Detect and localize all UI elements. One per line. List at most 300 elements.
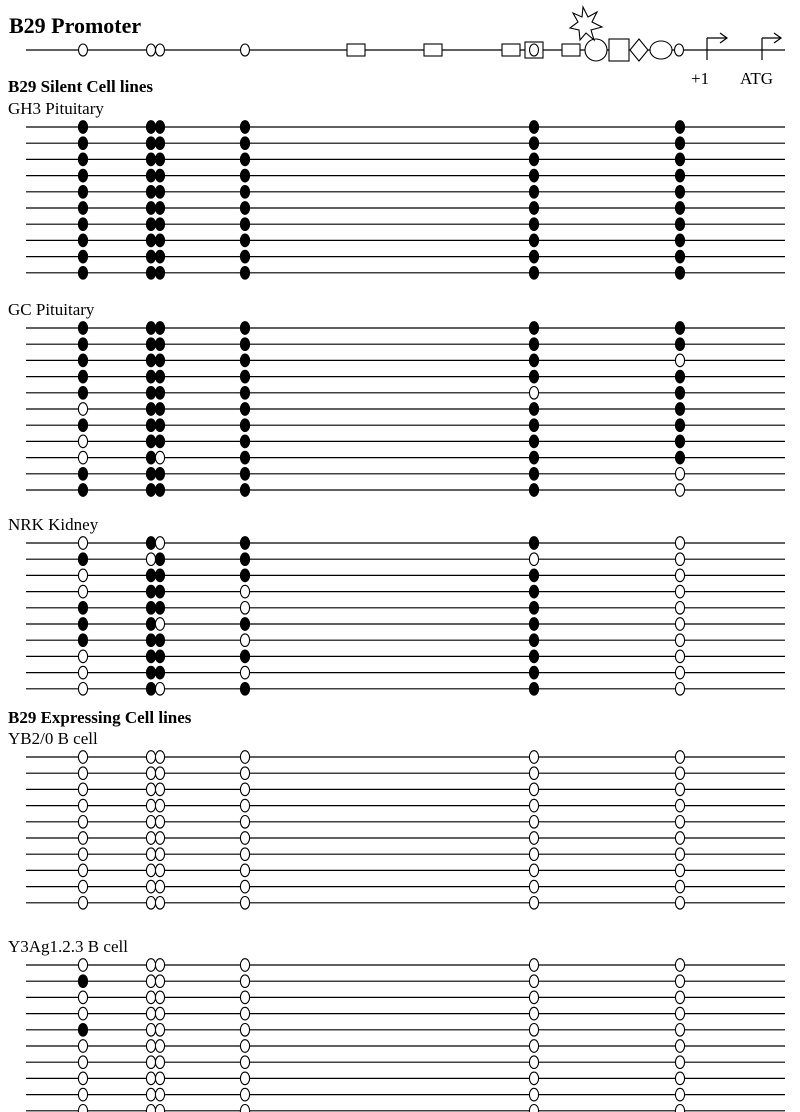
unmethylated-cpg [675, 975, 684, 988]
unmethylated-cpg [529, 864, 538, 877]
unmethylated-cpg [529, 1040, 538, 1053]
clone-row [26, 959, 785, 972]
regulatory-element-circle [585, 39, 607, 61]
unmethylated-cpg [529, 1007, 538, 1020]
unmethylated-cpg [155, 959, 164, 972]
clone-row [26, 370, 785, 383]
methylated-cpg [155, 419, 164, 432]
methylated-cpg [146, 403, 155, 416]
methylated-cpg [155, 484, 164, 497]
cell-line-block [8, 99, 785, 279]
unmethylated-cpg [155, 816, 164, 829]
unmethylated-cpg [78, 897, 87, 910]
unmethylated-cpg [675, 618, 684, 631]
unmethylated-cpg [675, 553, 684, 566]
unmethylated-cpg [146, 751, 155, 764]
unmethylated-cpg [78, 451, 87, 464]
methylated-cpg [240, 137, 249, 150]
clone-row [26, 186, 785, 199]
unmethylated-cpg [529, 848, 538, 861]
methylated-cpg [78, 602, 87, 615]
methylated-cpg [146, 121, 155, 134]
cell-line-label: GC Pituitary [8, 300, 95, 319]
clone-row [26, 484, 785, 497]
methylated-cpg [240, 553, 249, 566]
unmethylated-cpg [675, 468, 684, 481]
methylated-cpg [78, 250, 87, 263]
methylated-cpg [78, 153, 87, 166]
unmethylated-cpg [78, 751, 87, 764]
methylated-cpg [240, 267, 249, 280]
clone-row [26, 683, 785, 696]
methylated-cpg [155, 354, 164, 367]
unmethylated-cpg [146, 1040, 155, 1053]
unmethylated-cpg [675, 1072, 684, 1085]
clone-row [26, 1072, 785, 1085]
methylated-cpg [78, 1024, 87, 1037]
methylated-cpg [529, 451, 538, 464]
unmethylated-cpg [155, 848, 164, 861]
unmethylated-cpg [155, 1040, 164, 1053]
starburst-icon [570, 7, 602, 40]
methylated-cpg [146, 322, 155, 335]
unmethylated-cpg [675, 816, 684, 829]
unmethylated-cpg [240, 634, 249, 647]
unmethylated-cpg [146, 783, 155, 796]
methylated-cpg [146, 218, 155, 231]
clone-row [26, 991, 785, 1004]
methylated-cpg [78, 234, 87, 247]
methylated-cpg [240, 121, 249, 134]
clone-row [26, 975, 785, 988]
unmethylated-cpg [78, 403, 87, 416]
methylated-cpg [78, 634, 87, 647]
unmethylated-cpg [529, 553, 538, 566]
unmethylated-cpg [78, 864, 87, 877]
clone-row [26, 897, 785, 910]
methylated-cpg [155, 468, 164, 481]
regulatory-element-box [347, 44, 365, 56]
methylated-cpg [155, 370, 164, 383]
unmethylated-cpg [155, 1072, 164, 1085]
clone-row [26, 816, 785, 829]
methylated-cpg [155, 553, 164, 566]
methylated-cpg [240, 354, 249, 367]
unmethylated-cpg [155, 783, 164, 796]
clone-row [26, 1024, 785, 1037]
unmethylated-cpg [675, 767, 684, 780]
section-label: B29 Silent Cell lines [8, 77, 153, 96]
methylated-cpg [529, 666, 538, 679]
methylated-cpg [155, 666, 164, 679]
methylated-cpg [240, 403, 249, 416]
clone-row [26, 880, 785, 893]
section [8, 77, 785, 695]
unmethylated-cpg [155, 1024, 164, 1037]
methylated-cpg [529, 250, 538, 263]
methylated-cpg [529, 634, 538, 647]
unmethylated-cpg [78, 991, 87, 1004]
methylated-cpg [155, 218, 164, 231]
methylated-cpg [240, 468, 249, 481]
tss-arrow-icon [707, 33, 727, 60]
methylated-cpg [146, 338, 155, 351]
tss-label: +1 [691, 69, 710, 88]
unmethylated-cpg [240, 767, 249, 780]
methylated-cpg [155, 234, 164, 247]
methylated-cpg [529, 338, 538, 351]
methylated-cpg [155, 650, 164, 663]
unmethylated-cpg [155, 897, 164, 910]
unmethylated-cpg [529, 751, 538, 764]
methylated-cpg [240, 153, 249, 166]
unmethylated-cpg [675, 585, 684, 598]
cell-line-block [8, 937, 785, 1112]
cell-line-block [8, 300, 785, 496]
unmethylated-cpg [240, 1007, 249, 1020]
methylated-cpg [146, 137, 155, 150]
clone-row [26, 1007, 785, 1020]
unmethylated-cpg [240, 975, 249, 988]
methylated-cpg [155, 137, 164, 150]
clone-row [26, 169, 785, 182]
unmethylated-cpg [240, 602, 249, 615]
methylated-cpg [529, 537, 538, 550]
unmethylated-cpg [529, 897, 538, 910]
methylated-cpg [529, 153, 538, 166]
unmethylated-cpg [240, 799, 249, 812]
clone-row [26, 650, 785, 663]
unmethylated-cpg [78, 799, 87, 812]
methylated-cpg [146, 234, 155, 247]
clone-row [26, 234, 785, 247]
unmethylated-cpg [240, 991, 249, 1004]
unmethylated-cpg [78, 959, 87, 972]
methylated-cpg [146, 451, 155, 464]
diagram-title: B29 Promoter [9, 13, 142, 38]
methylated-cpg [146, 202, 155, 215]
unmethylated-cpg [146, 1088, 155, 1101]
unmethylated-cpg [529, 975, 538, 988]
unmethylated-cpg [78, 569, 87, 582]
cell-line-label: YB2/0 B cell [8, 729, 98, 748]
unmethylated-cpg [155, 1007, 164, 1020]
regulatory-element-square [609, 39, 629, 61]
unmethylated-cpg [146, 1007, 155, 1020]
unmethylated-cpg [675, 1056, 684, 1069]
methylated-cpg [155, 186, 164, 199]
methylated-cpg [675, 137, 684, 150]
methylated-cpg [675, 169, 684, 182]
unmethylated-cpg [675, 864, 684, 877]
methylated-cpg [675, 435, 684, 448]
methylated-cpg [529, 484, 538, 497]
methylated-cpg [240, 618, 249, 631]
methylated-cpg [146, 602, 155, 615]
unmethylated-cpg [78, 666, 87, 679]
methylated-cpg [155, 250, 164, 263]
methylated-cpg [240, 650, 249, 663]
cell-line-label: GH3 Pituitary [8, 99, 104, 118]
unmethylated-cpg [155, 991, 164, 1004]
unmethylated-cpg [675, 354, 684, 367]
unmethylated-cpg [240, 959, 249, 972]
cell-line-block [8, 729, 785, 909]
methylated-cpg [155, 121, 164, 134]
methylated-cpg [529, 585, 538, 598]
unmethylated-cpg [675, 991, 684, 1004]
methylated-cpg [78, 419, 87, 432]
methylated-cpg [675, 202, 684, 215]
methylated-cpg [675, 267, 684, 280]
unmethylated-cpg [146, 1105, 155, 1112]
unmethylated-cpg [78, 767, 87, 780]
methylated-cpg [240, 484, 249, 497]
methylated-cpg [146, 569, 155, 582]
section-label: B29 Expressing Cell lines [8, 708, 192, 727]
unmethylated-cpg [155, 1056, 164, 1069]
clone-row [26, 618, 785, 631]
unmethylated-cpg [675, 666, 684, 679]
unmethylated-cpg [240, 1024, 249, 1037]
clone-row [26, 553, 785, 566]
methylated-cpg [78, 186, 87, 199]
unmethylated-cpg [529, 767, 538, 780]
clone-row [26, 468, 785, 481]
cell-line-block [8, 515, 785, 695]
methylated-cpg [78, 121, 87, 134]
clone-row [26, 121, 785, 134]
methylated-cpg [675, 403, 684, 416]
unmethylated-cpg [675, 959, 684, 972]
unmethylated-cpg [675, 897, 684, 910]
unmethylated-cpg [78, 650, 87, 663]
clone-row [26, 751, 785, 764]
unmethylated-cpg [529, 799, 538, 812]
methylated-cpg [155, 634, 164, 647]
unmethylated-cpg [146, 991, 155, 1004]
unmethylated-cpg [675, 880, 684, 893]
methylated-cpg [675, 218, 684, 231]
methylated-cpg [146, 435, 155, 448]
methylated-cpg [240, 186, 249, 199]
methylated-cpg [146, 419, 155, 432]
clone-row [26, 602, 785, 615]
unmethylated-cpg [146, 767, 155, 780]
clone-row [26, 767, 785, 780]
methylated-cpg [146, 169, 155, 182]
clone-row [26, 137, 785, 150]
unmethylated-cpg [155, 832, 164, 845]
methylated-cpg [240, 537, 249, 550]
methylated-cpg [529, 370, 538, 383]
methylated-cpg [155, 435, 164, 448]
unmethylated-cpg [529, 1024, 538, 1037]
methylated-cpg [240, 683, 249, 696]
clone-row [26, 451, 785, 464]
methylated-cpg [146, 650, 155, 663]
unmethylated-cpg [675, 537, 684, 550]
methylated-cpg [155, 202, 164, 215]
methylated-cpg [675, 250, 684, 263]
unmethylated-cpg [529, 1072, 538, 1085]
unmethylated-cpg [155, 683, 164, 696]
unmethylated-cpg [675, 1088, 684, 1101]
unmethylated-cpg [155, 1088, 164, 1101]
methylated-cpg [529, 683, 538, 696]
clone-row [26, 403, 785, 416]
unmethylated-cpg [78, 848, 87, 861]
methylated-cpg [78, 218, 87, 231]
unmethylated-cpg [78, 816, 87, 829]
clone-row [26, 1040, 785, 1053]
unmethylated-cpg [675, 1024, 684, 1037]
section [8, 708, 785, 1112]
clone-row [26, 832, 785, 845]
unmethylated-cpg [155, 880, 164, 893]
methylated-cpg [146, 666, 155, 679]
methylated-cpg [78, 169, 87, 182]
clone-row [26, 387, 785, 400]
unmethylated-cpg [78, 585, 87, 598]
methylated-cpg [240, 435, 249, 448]
unmethylated-cpg [155, 864, 164, 877]
unmethylated-cpg [146, 832, 155, 845]
clone-row [26, 1056, 785, 1069]
unmethylated-cpg [78, 1072, 87, 1085]
unmethylated-cpg [155, 618, 164, 631]
methylated-cpg [155, 169, 164, 182]
methylated-cpg [78, 370, 87, 383]
methylated-cpg [155, 585, 164, 598]
methylated-cpg [529, 354, 538, 367]
methylated-cpg [529, 267, 538, 280]
methylated-cpg [529, 435, 538, 448]
clone-row [26, 202, 785, 215]
clone-row [26, 1088, 785, 1101]
unmethylated-cpg [240, 1088, 249, 1101]
methylated-cpg [78, 975, 87, 988]
unmethylated-cpg [155, 767, 164, 780]
unmethylated-cpg [155, 451, 164, 464]
methylated-cpg [240, 322, 249, 335]
promoter-cpg-site [675, 44, 684, 56]
methylated-cpg [529, 569, 538, 582]
methylated-cpg [240, 387, 249, 400]
methylated-cpg [146, 585, 155, 598]
unmethylated-cpg [78, 832, 87, 845]
methylated-cpg [529, 234, 538, 247]
unmethylated-cpg [78, 1040, 87, 1053]
unmethylated-cpg [529, 783, 538, 796]
methylated-cpg [155, 338, 164, 351]
unmethylated-cpg [675, 1007, 684, 1020]
methylated-cpg [675, 338, 684, 351]
methylated-cpg [78, 354, 87, 367]
clone-row [26, 153, 785, 166]
regulatory-element-diamond [630, 39, 648, 61]
unmethylated-cpg [240, 880, 249, 893]
unmethylated-cpg [675, 650, 684, 663]
unmethylated-cpg [675, 634, 684, 647]
methylated-cpg [78, 468, 87, 481]
unmethylated-cpg [146, 1072, 155, 1085]
unmethylated-cpg [146, 1024, 155, 1037]
unmethylated-cpg [78, 537, 87, 550]
clone-row [26, 1105, 785, 1112]
methylated-cpg [675, 451, 684, 464]
methylated-cpg [78, 618, 87, 631]
unmethylated-cpg [675, 848, 684, 861]
regulatory-element-box [562, 44, 580, 56]
methylated-cpg [529, 121, 538, 134]
clone-row [26, 864, 785, 877]
methylated-cpg [78, 484, 87, 497]
unmethylated-cpg [675, 1040, 684, 1053]
unmethylated-cpg [675, 484, 684, 497]
methylated-cpg [155, 403, 164, 416]
methylated-cpg [675, 322, 684, 335]
unmethylated-cpg [146, 975, 155, 988]
unmethylated-cpg [675, 799, 684, 812]
methylated-cpg [529, 602, 538, 615]
methylated-cpg [155, 153, 164, 166]
promoter-cpg-site [530, 44, 539, 56]
methylated-cpg [78, 267, 87, 280]
methylated-cpg [146, 354, 155, 367]
methylated-cpg [155, 569, 164, 582]
unmethylated-cpg [78, 880, 87, 893]
clone-row [26, 218, 785, 231]
regulatory-element-box [424, 44, 442, 56]
methylated-cpg [78, 553, 87, 566]
unmethylated-cpg [146, 553, 155, 566]
methylated-cpg [240, 218, 249, 231]
promoter-cpg-site [241, 44, 250, 56]
methylated-cpg [155, 322, 164, 335]
unmethylated-cpg [155, 1105, 164, 1112]
methylated-cpg [529, 186, 538, 199]
clone-row [26, 419, 785, 432]
clone-row [26, 322, 785, 335]
methylated-cpg [240, 569, 249, 582]
unmethylated-cpg [155, 751, 164, 764]
methylated-cpg [529, 403, 538, 416]
unmethylated-cpg [240, 783, 249, 796]
promoter-cpg-site [79, 44, 88, 56]
methylated-cpg [146, 618, 155, 631]
unmethylated-cpg [240, 816, 249, 829]
unmethylated-cpg [78, 1105, 87, 1112]
methylated-cpg [675, 370, 684, 383]
unmethylated-cpg [78, 1056, 87, 1069]
methylated-cpg [146, 370, 155, 383]
methylated-cpg [529, 650, 538, 663]
promoter-cpg-site [156, 44, 165, 56]
unmethylated-cpg [146, 864, 155, 877]
unmethylated-cpg [240, 585, 249, 598]
unmethylated-cpg [146, 897, 155, 910]
methylated-cpg [240, 169, 249, 182]
methylated-cpg [78, 338, 87, 351]
methylated-cpg [529, 169, 538, 182]
methylated-cpg [155, 602, 164, 615]
regulatory-element-oval [650, 41, 672, 59]
methylated-cpg [529, 468, 538, 481]
clone-row [26, 537, 785, 550]
methylated-cpg [146, 484, 155, 497]
clone-row [26, 783, 785, 796]
